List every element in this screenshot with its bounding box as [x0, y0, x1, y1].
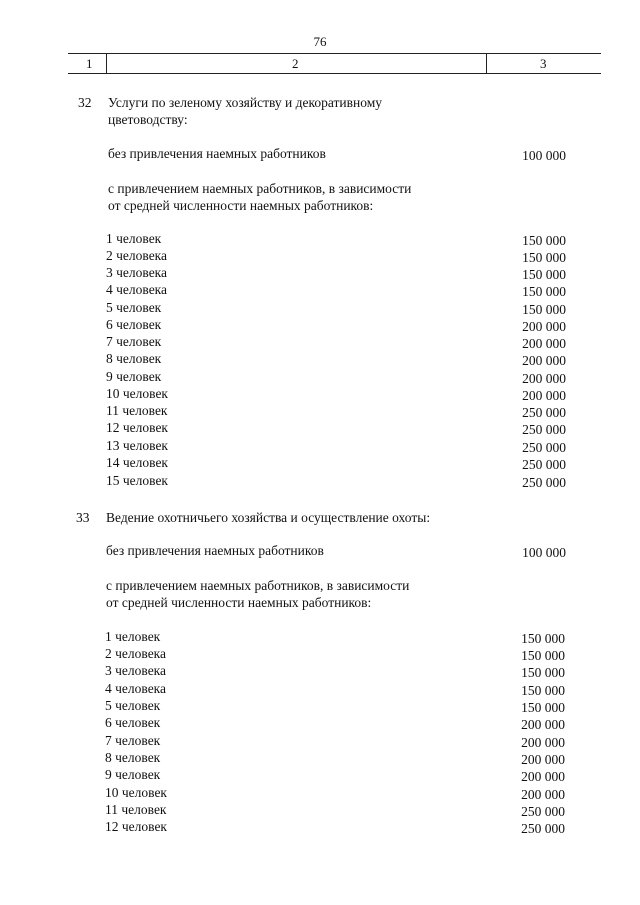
row-value: 200 000 — [521, 752, 565, 767]
row-value: 250 000 — [522, 422, 566, 437]
row-label: 12 человек — [106, 420, 168, 435]
list-item — [105, 819, 565, 836]
row-value: 250 000 — [521, 821, 565, 836]
row-value: 250 000 — [522, 440, 566, 455]
row-label: 10 человек — [106, 386, 168, 401]
row-label: 4 человека — [106, 282, 168, 297]
header-separator-1 — [106, 53, 107, 74]
header-col-1: 1 — [86, 56, 93, 71]
list-item — [105, 646, 565, 663]
with-workers-line2: от средней численности наемных работников: — [108, 198, 374, 213]
row-value: 200 000 — [521, 787, 565, 802]
row-label: 5 человек — [106, 300, 162, 315]
row-value: 250 000 — [522, 457, 566, 472]
list-item — [105, 802, 565, 819]
row-label: 7 человек — [105, 733, 161, 748]
list-item — [105, 715, 565, 732]
row-label: 9 человек — [105, 767, 161, 782]
row-label: 8 человек — [106, 351, 162, 366]
list-item — [105, 785, 565, 802]
row-value: 150 000 — [521, 683, 565, 698]
row-value: 250 000 — [522, 405, 566, 420]
list-item — [105, 663, 565, 680]
section-number: 33 — [76, 510, 90, 525]
row-value: 150 000 — [521, 631, 565, 646]
row-label: 12 человек — [105, 819, 167, 834]
row-label: 7 человек — [106, 334, 162, 349]
row-label: 10 человек — [105, 785, 167, 800]
list-item — [106, 386, 566, 403]
row-value: 250 000 — [522, 475, 566, 490]
row-value: 150 000 — [522, 233, 566, 248]
row-value: 150 000 — [521, 700, 565, 715]
row-label: 11 человек — [105, 802, 167, 817]
header-separator-2 — [486, 53, 487, 74]
row-value: 150 000 — [522, 302, 566, 317]
no-workers-value: 100 000 — [522, 148, 566, 163]
row-label: 6 человек — [106, 317, 162, 332]
row-label: 3 человека — [106, 265, 168, 280]
row-value: 250 000 — [521, 804, 565, 819]
list-item — [106, 403, 566, 420]
list-item — [106, 334, 566, 351]
list-item — [106, 282, 566, 299]
row-label: 8 человек — [105, 750, 161, 765]
no-workers-label: без привлечения наемных работников — [106, 543, 324, 558]
with-workers-line1: с привлечением наемных работников, в зависимости — [108, 181, 412, 196]
section-title-line2: цветоводству: — [108, 112, 188, 127]
list-item — [105, 681, 565, 698]
list-item — [105, 750, 565, 767]
row-value: 200 000 — [522, 371, 566, 386]
row-label: 4 человека — [105, 681, 167, 696]
list-item — [106, 473, 566, 490]
with-workers-line1: с привлечением наемных работников, в зависимости — [106, 578, 410, 593]
row-value: 200 000 — [522, 336, 566, 351]
list-item — [106, 438, 566, 455]
row-label: 15 человек — [106, 473, 168, 488]
list-item — [105, 629, 565, 646]
header-top-rule — [68, 53, 601, 54]
with-workers-line2: от средней численности наемных работников: — [106, 595, 372, 610]
list-item — [105, 698, 565, 715]
row-value: 150 000 — [522, 267, 566, 282]
row-label: 2 человека — [106, 248, 168, 263]
row-label: 2 человека — [105, 646, 167, 661]
list-item — [106, 231, 566, 248]
row-label: 3 человека — [105, 663, 167, 678]
row-label: 11 человек — [106, 403, 168, 418]
header-col-2: 2 — [292, 56, 299, 71]
no-workers-value: 100 000 — [522, 545, 566, 560]
list-item — [106, 300, 566, 317]
section-number: 32 — [78, 95, 92, 110]
row-value: 200 000 — [522, 353, 566, 368]
row-label: 14 человек — [106, 455, 168, 470]
row-value: 200 000 — [522, 388, 566, 403]
row-value: 200 000 — [521, 735, 565, 750]
header-col-3: 3 — [540, 56, 547, 71]
row-value: 200 000 — [522, 319, 566, 334]
row-label: 1 человек — [106, 231, 162, 246]
page-number: 76 — [313, 34, 327, 49]
row-value: 200 000 — [521, 769, 565, 784]
list-item — [106, 455, 566, 472]
row-label: 5 человек — [105, 698, 161, 713]
list-item — [105, 733, 565, 750]
list-item — [106, 317, 566, 334]
row-value: 200 000 — [521, 717, 565, 732]
list-item — [105, 767, 565, 784]
row-value: 150 000 — [522, 250, 566, 265]
header-bottom-rule — [68, 73, 601, 74]
row-value: 150 000 — [521, 665, 565, 680]
list-item — [106, 265, 566, 282]
row-value: 150 000 — [522, 284, 566, 299]
row-label: 9 человек — [106, 369, 162, 384]
row-label: 13 человек — [106, 438, 168, 453]
list-item — [106, 351, 566, 368]
no-workers-label: без привлечения наемных работников — [108, 146, 326, 161]
row-label: 6 человек — [105, 715, 161, 730]
row-label: 1 человек — [105, 629, 161, 644]
list-item — [106, 420, 566, 437]
list-item — [106, 369, 566, 386]
section-title-line1: Услуги по зеленому хозяйству и декоративному — [108, 95, 383, 110]
section-title-line1: Ведение охотничьего хозяйства и осуществление охоты: — [106, 510, 431, 525]
row-value: 150 000 — [521, 648, 565, 663]
list-item — [106, 248, 566, 265]
